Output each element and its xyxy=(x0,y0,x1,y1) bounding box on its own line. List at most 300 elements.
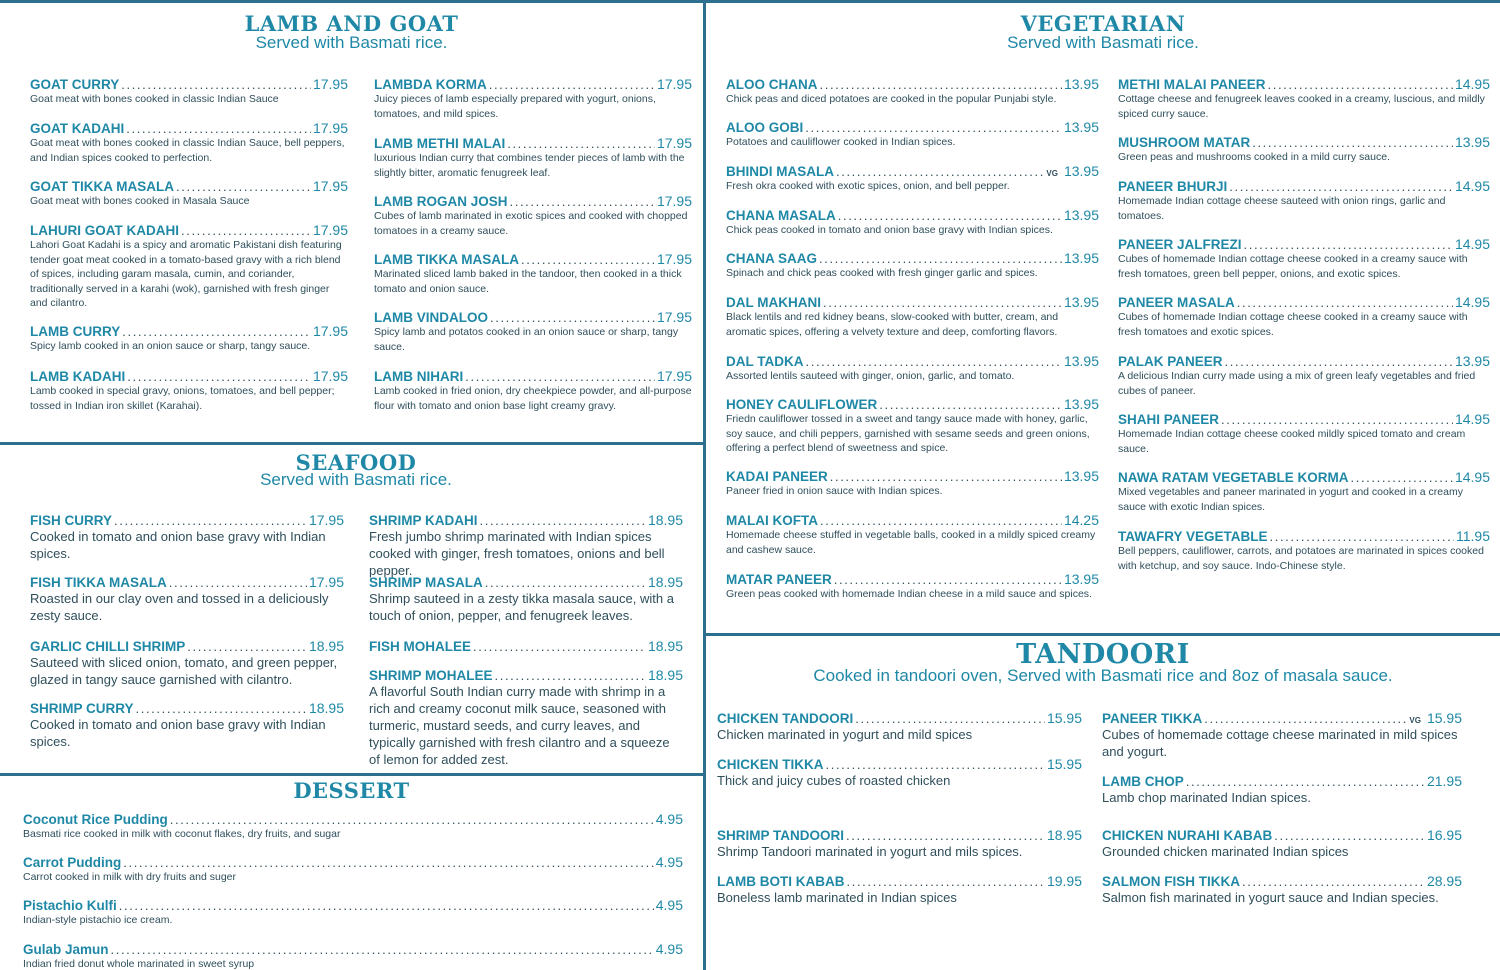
dot-leader xyxy=(170,812,654,827)
section-subtitle: Cooked in tandoori oven, Served with Basmati rice and 8oz of masala sauce. xyxy=(813,666,1393,685)
dot-leader xyxy=(122,324,311,339)
item-price: 17.95 xyxy=(656,193,692,209)
menu-item-row xyxy=(726,250,1099,266)
item-name: LAMB TIKKA MASALA xyxy=(374,252,519,267)
item-name: MATAR PANEER xyxy=(726,572,832,587)
item-description: Marinated sliced lamb baked in the tandoor, then cooked in a thick tomato and onion sauce. xyxy=(374,268,682,295)
item-price: 13.95 xyxy=(1063,353,1099,369)
item-description: Cubes of homemade Indian cottage cheese cooked in a creamy sauce with fresh tomatoes and exotic spices. xyxy=(1118,311,1468,338)
dot-leader xyxy=(127,369,311,384)
menu-item-row xyxy=(369,512,683,528)
item-price: 15.95 xyxy=(1426,710,1462,726)
menu-item-row xyxy=(1118,76,1490,92)
item-description: Green peas cooked with homemade Indian cheese in a mild sauce and spices. xyxy=(726,588,1092,600)
dot-leader xyxy=(176,179,311,194)
item-description: Fresh jumbo shrimp marinated with Indian spices cooked with ginger, fresh tomatoes, onions and bell pepper. xyxy=(369,529,665,578)
item-description: Goat meat with bones cooked in classic Indian Sauce xyxy=(30,93,279,105)
menu-item-row xyxy=(374,135,692,151)
item-name: METHI MALAI PANEER xyxy=(1118,77,1266,92)
item-name: LAMB CHOP xyxy=(1102,774,1184,789)
menu-item xyxy=(726,468,1099,499)
menu-item-row xyxy=(1102,773,1462,789)
dot-leader xyxy=(507,136,655,151)
menu-item-row xyxy=(1118,134,1490,150)
item-price: 14.95 xyxy=(1454,411,1490,427)
dot-leader xyxy=(490,310,655,325)
item-name: SHRIMP MASALA xyxy=(369,575,483,590)
item-description: Spinach and chick peas cooked with fresh ginger garlic and spices. xyxy=(726,267,1038,279)
dot-leader xyxy=(465,369,655,384)
menu-item xyxy=(23,854,683,885)
section-subtitle: Served with Basmati rice. xyxy=(260,470,452,489)
menu-item xyxy=(374,76,692,121)
item-price: 4.95 xyxy=(655,897,683,913)
dot-leader xyxy=(495,668,646,683)
item-description: Cooked in tomato and onion base gravy with Indian spices. xyxy=(30,529,326,561)
item-price: 14.95 xyxy=(1454,76,1490,92)
item-description: Goat meat with bones cooked in Masala Sauce xyxy=(30,195,250,207)
menu-item-row xyxy=(23,854,683,870)
menu-item-row xyxy=(1118,528,1490,544)
menu-item-row xyxy=(30,574,344,590)
menu-item-row xyxy=(1102,873,1462,889)
menu-item xyxy=(1118,353,1490,398)
menu-item xyxy=(374,135,692,180)
item-name: LAMB VINDALOO xyxy=(374,310,488,325)
menu-item-row xyxy=(30,120,348,136)
item-price: 18.95 xyxy=(647,574,683,590)
item-price: 4.95 xyxy=(655,941,683,957)
dot-leader xyxy=(855,711,1045,726)
item-description: Cubes of homemade cottage cheese marinated in mild spices and yogurt. xyxy=(1102,727,1458,759)
item-name: CHICKEN TIKKA xyxy=(717,757,824,772)
menu-item-row xyxy=(717,827,1082,843)
item-name: TAWAFRY VEGETABLE xyxy=(1118,529,1268,544)
item-price: 17.95 xyxy=(308,512,344,528)
menu-item xyxy=(726,163,1099,194)
dot-leader xyxy=(1252,135,1453,150)
menu-item-row xyxy=(717,710,1082,726)
menu-item-row xyxy=(726,207,1099,223)
item-description: Cottage cheese and fenugreek leaves cooked in a creamy, luscious, and mildly spiced curry sauce. xyxy=(1118,93,1485,120)
section-subtitle: Served with Basmati rice. xyxy=(255,33,448,52)
item-price: 17.95 xyxy=(312,120,348,136)
item-name: CHICKEN NURAHI KABAB xyxy=(1102,828,1273,843)
item-price: 13.95 xyxy=(1063,294,1099,310)
menu-item-row xyxy=(369,667,683,683)
item-name: Gulab Jamun xyxy=(23,942,109,957)
item-price: 18.95 xyxy=(308,638,344,654)
dot-leader xyxy=(819,251,1062,266)
menu-item xyxy=(30,178,348,209)
dot-leader xyxy=(521,252,655,267)
dot-leader xyxy=(834,572,1062,587)
item-name: LAMB KADAHI xyxy=(30,369,126,384)
menu-item-row xyxy=(1118,178,1490,194)
item-price: 15.95 xyxy=(1046,756,1082,772)
item-name: Carrot Pudding xyxy=(23,855,122,870)
dessert-section xyxy=(0,776,703,970)
menu-item xyxy=(369,667,683,768)
item-description: Sauteed with sliced onion, tomato, and green pepper, glazed in tangy sauce garnished with cilantro. xyxy=(30,655,338,687)
menu-item-row xyxy=(1102,710,1462,726)
item-description: Spicy lamb and potatos cooked in an onion sauce or sharp, tangy sauce. xyxy=(374,326,679,353)
item-price: 13.95 xyxy=(1454,353,1490,369)
item-price: 4.95 xyxy=(655,811,683,827)
item-description: Lamb cooked in special gravy, onions, tomatoes, and bell pepper; tossed in Indian iron skillet (Karahai). xyxy=(30,385,335,412)
item-name: Coconut Rice Pudding xyxy=(23,812,168,827)
item-price: 11.95 xyxy=(1456,528,1490,544)
item-name: GOAT KADAHI xyxy=(30,121,125,136)
menu-item-row xyxy=(726,353,1099,369)
lamb-goat-section xyxy=(0,0,703,442)
item-price: 16.95 xyxy=(1426,827,1462,843)
menu-item xyxy=(30,76,348,107)
item-description: Goat meat with bones cooked in classic Indian Sauce, bell peppers, and Indian spices cooked to perfection. xyxy=(30,137,345,164)
menu-item-row xyxy=(1118,294,1490,310)
dot-leader xyxy=(1237,295,1453,310)
item-description: Grounded chicken marinated Indian spices xyxy=(1102,844,1349,859)
item-price: 13.95 xyxy=(1063,207,1099,223)
dot-leader xyxy=(510,194,655,209)
item-price: 21.95 xyxy=(1426,773,1462,789)
item-price: 4.95 xyxy=(655,854,683,870)
menu-item-row xyxy=(23,941,683,957)
menu-item-row xyxy=(726,294,1099,310)
dot-leader xyxy=(1270,529,1454,544)
item-description: Chick peas cooked in tomato and onion base gravy with Indian spices. xyxy=(726,224,1053,236)
item-name: KADAI PANEER xyxy=(726,469,828,484)
item-price: 13.95 xyxy=(1063,250,1099,266)
menu-item-row xyxy=(374,76,692,92)
dot-leader xyxy=(805,120,1062,135)
menu-item xyxy=(23,941,683,970)
menu-item-row xyxy=(726,512,1099,528)
menu-item xyxy=(717,756,1082,789)
item-name: GOAT TIKKA MASALA xyxy=(30,179,174,194)
menu-item-row xyxy=(23,811,683,827)
item-name: LAHURI GOAT KADAHI xyxy=(30,223,179,238)
menu-item xyxy=(726,207,1099,238)
dot-leader xyxy=(838,208,1062,223)
item-name: GOAT CURRY xyxy=(30,77,120,92)
menu-item-row xyxy=(30,222,348,238)
dot-leader xyxy=(1244,237,1453,252)
item-description: Assorted lentils sauteed with ginger, onion, garlic, and tomato. xyxy=(726,370,1015,382)
menu-item xyxy=(1118,134,1490,165)
item-name: ALOO GOBI xyxy=(726,120,804,135)
item-price: 14.95 xyxy=(1454,294,1490,310)
menu-item xyxy=(369,574,683,624)
vegan-badge: VG xyxy=(1046,169,1058,178)
menu-item xyxy=(726,76,1099,107)
item-description: Potatoes and cauliflower cooked in Indian spices. xyxy=(726,136,956,148)
menu-item xyxy=(374,193,692,238)
vegetarian-section xyxy=(706,0,1500,633)
item-description: Juicy pieces of lamb especially prepared with yogurt, onions, tomatoes, and mild spices. xyxy=(374,93,656,120)
menu-item-row xyxy=(1118,411,1490,427)
dot-leader xyxy=(114,513,307,528)
item-description: A flavorful South Indian curry made with shrimp in a rich and creamy coconut milk sauce, seasoned with turmeric, mustard seeds, and curry leaves, and typically garnished with fresh cilantro and a squeeze of lemon for added zest. xyxy=(369,684,670,767)
item-name: LAMB BOTI KABAB xyxy=(717,874,845,889)
item-description: Carrot cooked in milk with dry fruits and suger xyxy=(23,871,236,883)
item-price: 13.95 xyxy=(1063,571,1099,587)
item-price: 15.95 xyxy=(1046,710,1082,726)
menu-item xyxy=(30,368,348,413)
item-price: 13.95 xyxy=(1063,468,1099,484)
item-price: 17.95 xyxy=(656,309,692,325)
menu-item xyxy=(30,512,344,562)
item-description: Roasted in our clay oven and tossed in a deliciously zesty sauce. xyxy=(30,591,329,623)
menu-item xyxy=(30,120,348,165)
menu-item xyxy=(1102,827,1462,860)
dot-leader xyxy=(826,757,1045,772)
item-price: 17.95 xyxy=(656,368,692,384)
item-name: GARLIC CHILLI SHRIMP xyxy=(30,639,186,654)
menu-item xyxy=(1102,710,1462,760)
menu-item-row xyxy=(374,193,692,209)
menu-item-row xyxy=(30,638,344,654)
menu-item xyxy=(1118,411,1490,456)
menu-item-row xyxy=(369,638,683,654)
item-price: 13.95 xyxy=(1063,163,1099,179)
item-description: Lamb chop marinated Indian spices. xyxy=(1102,790,1311,805)
item-price: 14.95 xyxy=(1454,236,1490,252)
menu-item xyxy=(1118,76,1490,121)
menu-item xyxy=(374,309,692,354)
item-price: 14.25 xyxy=(1063,512,1099,528)
menu-item xyxy=(717,873,1082,906)
item-name: HONEY CAULIFLOWER xyxy=(726,397,878,412)
item-name: SHRIMP CURRY xyxy=(30,701,134,716)
item-price: 17.95 xyxy=(656,135,692,151)
item-description: Friedn cauliflower tossed in a sweet and tangy sauce made with honey, garlic, soy sauce, and chili peppers, garnished with sesame seeds and green onions, offering a perfect blend of sweetness and spice. xyxy=(726,413,1090,454)
item-name: ALOO CHANA xyxy=(726,77,818,92)
item-description: Thick and juicy cubes of roasted chicken xyxy=(717,773,951,788)
item-name: LAMB CURRY xyxy=(30,324,121,339)
menu-item-row xyxy=(726,119,1099,135)
item-description: luxurious Indian curry that combines tender pieces of lamb with the slightly bitter, aromatic fenugreek leaf. xyxy=(374,152,685,179)
item-name: CHANA SAAG xyxy=(726,251,817,266)
item-description: A delicious Indian curry made using a mix of green leafy vegetables and fried cubes of paneer. xyxy=(1118,370,1476,397)
dot-leader xyxy=(123,855,654,870)
dot-leader xyxy=(1221,412,1453,427)
item-price: 19.95 xyxy=(1046,873,1082,889)
item-name: FISH TIKKA MASALA xyxy=(30,575,167,590)
menu-item xyxy=(1118,469,1490,514)
item-description: Homemade Indian cottage cheese cooked mildly spiced tomato and cream sauce. xyxy=(1118,428,1466,455)
item-price: 17.95 xyxy=(312,178,348,194)
item-description: Homemade Indian cottage cheese sauteed with onion rings, garlic and tomatoes. xyxy=(1118,195,1446,222)
item-description: Homemade cheese stuffed in vegetable balls, cooked in a mildly spiced creamy and cashew sauce. xyxy=(726,529,1096,556)
menu-item-row xyxy=(30,76,348,92)
menu-item-row xyxy=(374,368,692,384)
dot-leader xyxy=(136,701,307,716)
item-name: DAL MAKHANI xyxy=(726,295,821,310)
item-description: Indian fried donut whole marinated in sweet syrup xyxy=(23,958,255,970)
menu-item xyxy=(726,571,1099,602)
item-name: SHRIMP TANDOORI xyxy=(717,828,845,843)
item-price: 17.95 xyxy=(312,76,348,92)
dot-leader xyxy=(806,354,1062,369)
item-name: FISH CURRY xyxy=(30,513,113,528)
dot-leader xyxy=(1351,470,1453,485)
item-name: BHINDI MASALA xyxy=(726,164,834,179)
item-price: 17.95 xyxy=(312,323,348,339)
dot-leader xyxy=(1242,874,1425,889)
item-name: CHICKEN TANDOORI xyxy=(717,711,854,726)
dot-leader xyxy=(1186,774,1425,789)
dot-leader xyxy=(119,898,654,913)
item-name: Pistachio Kulfi xyxy=(23,898,117,913)
menu-item-row xyxy=(726,76,1099,92)
menu-item-row xyxy=(30,700,344,716)
item-description: Indian-style pistachio ice cream. xyxy=(23,914,173,926)
dot-leader xyxy=(169,575,307,590)
dot-leader xyxy=(847,874,1045,889)
item-price: 18.95 xyxy=(308,700,344,716)
item-price: 13.95 xyxy=(1454,134,1490,150)
menu-item xyxy=(717,710,1082,743)
item-description: Chicken marinated in yogurt and mild spices xyxy=(717,727,973,742)
menu-item-row xyxy=(1118,236,1490,252)
menu-item-row xyxy=(374,251,692,267)
item-description: Paneer fried in onion sauce with Indian spices. xyxy=(726,485,943,497)
item-price: 18.95 xyxy=(647,638,683,654)
dot-leader xyxy=(820,77,1062,92)
section-title: DESSERT xyxy=(293,778,410,803)
menu-item-row xyxy=(717,873,1082,889)
tandoori-section xyxy=(706,636,1500,970)
menu-item-row xyxy=(1102,827,1462,843)
dot-leader xyxy=(1268,77,1453,92)
section-title: SEAFOOD xyxy=(295,450,417,475)
item-description: Bell peppers, cauliflower, carrots, and potatoes are marinated in spices cooked with ketchup, and soy sauce. Indo-Chinese style. xyxy=(1118,545,1484,572)
menu-item xyxy=(1118,236,1490,281)
item-description: Shrimp sauteed in a zesty tikka masala sauce, with a touch of onion, pepper, and fenugreek leaves. xyxy=(369,591,674,623)
item-name: LAMB ROGAN JOSH xyxy=(374,194,508,209)
dot-leader xyxy=(126,121,311,136)
item-description: Shrimp Tandoori marinated in yogurt and mils spices. xyxy=(717,844,1023,859)
item-name: LAMB METHI MALAI xyxy=(374,136,506,151)
item-name: SALMON FISH TIKKA xyxy=(1102,874,1240,889)
menu-item xyxy=(374,368,692,413)
item-description: Lamb cooked in fried onion, dry cheekpiece powder, and all-purpose flour with tomato and onion base light creamy gravy. xyxy=(374,385,692,412)
item-description: Spicy lamb cooked in an onion sauce or sharp, tangy sauce. xyxy=(30,340,311,352)
item-price: 17.95 xyxy=(312,368,348,384)
menu-item xyxy=(1118,178,1490,223)
item-price: 14.95 xyxy=(1454,178,1490,194)
item-description: Mixed vegetables and paneer marinated in yogurt and cooked in a creamy sauce with exotic Indian spices. xyxy=(1118,486,1463,513)
dot-leader xyxy=(111,942,654,957)
dot-leader xyxy=(830,469,1062,484)
item-price: 17.95 xyxy=(308,574,344,590)
item-name: PANEER JALFREZI xyxy=(1118,237,1242,252)
menu-item xyxy=(30,323,348,354)
item-price: 13.95 xyxy=(1063,119,1099,135)
dot-leader xyxy=(1204,711,1407,726)
menu-item xyxy=(369,512,683,579)
menu-item xyxy=(30,700,344,750)
menu-item-row xyxy=(717,756,1082,772)
item-name: PALAK PANEER xyxy=(1118,354,1223,369)
menu-item-row xyxy=(1118,469,1490,485)
item-name: PANEER BHURJI xyxy=(1118,179,1228,194)
item-description: Chick peas and diced potatoes are cooked in the popular Punjabi style. xyxy=(726,93,1057,105)
menu-item xyxy=(726,294,1099,339)
dot-leader xyxy=(823,295,1062,310)
menu-item xyxy=(1102,873,1462,906)
item-description: Basmati rice cooked in milk with coconut flakes, dry fruits, and sugar xyxy=(23,828,341,840)
menu-item-row xyxy=(23,897,683,913)
menu-item xyxy=(726,250,1099,281)
item-price: 18.95 xyxy=(647,512,683,528)
item-name: CHANA MASALA xyxy=(726,208,836,223)
menu-item xyxy=(726,119,1099,150)
item-name: NAWA RATAM VEGETABLE KORMA xyxy=(1118,470,1349,485)
item-price: 17.95 xyxy=(656,76,692,92)
menu-item-row xyxy=(726,163,1099,179)
item-description: Lahori Goat Kadahi is a spicy and aromatic Pakistani dish featuring tender goat meat cooked in a tomato-based gravy with a rich blend of spices, including garam masala, cumin, and coriander, traditionally served in a karahi (wok), garnished with fresh ginger and cilantro. xyxy=(30,239,342,309)
menu-item-row xyxy=(369,574,683,590)
item-name: SHRIMP KADAHI xyxy=(369,513,478,528)
section-subtitle: Served with Basmati rice. xyxy=(1007,33,1199,52)
dot-leader xyxy=(480,513,646,528)
item-price: 18.95 xyxy=(1046,827,1082,843)
item-name: SHRIMP MOHALEE xyxy=(369,668,493,683)
dot-leader xyxy=(879,397,1062,412)
dot-leader xyxy=(181,223,311,238)
item-name: LAMBDA KORMA xyxy=(374,77,487,92)
menu-item xyxy=(374,251,692,296)
item-name: LAMB NIHARI xyxy=(374,369,464,384)
dot-leader xyxy=(836,164,1044,179)
item-description: Salmon fish marinated in yogurt sauce and Indian species. xyxy=(1102,890,1439,905)
dot-leader xyxy=(187,639,307,654)
dot-leader xyxy=(489,77,655,92)
menu-item-row xyxy=(726,571,1099,587)
menu-item-row xyxy=(374,309,692,325)
section-title: VEGETARIAN xyxy=(1020,11,1186,36)
item-description: Cubes of homemade Indian cottage cheese cooked in a creamy sauce with fresh tomatoes, green bell pepper, onions, and exotic spices. xyxy=(1118,253,1468,280)
menu-item xyxy=(23,897,683,928)
menu-item xyxy=(726,353,1099,384)
menu-item xyxy=(1118,294,1490,339)
item-description: Boneless lamb marinated in Indian spices xyxy=(717,890,957,905)
item-price: 13.95 xyxy=(1063,76,1099,92)
menu-item xyxy=(726,396,1099,456)
menu-item-row xyxy=(1118,353,1490,369)
dot-leader xyxy=(820,513,1062,528)
menu-item xyxy=(23,811,683,842)
menu-item xyxy=(717,827,1082,860)
menu-item xyxy=(369,638,683,654)
item-name: PANEER MASALA xyxy=(1118,295,1235,310)
menu-item xyxy=(30,638,344,688)
vegan-badge: VG xyxy=(1409,716,1421,725)
item-description: Black lentils and red kidney beans, slow-cooked with butter, cream, and aromatic spices, offering a velvety texture and deep, comforting flavors. xyxy=(726,311,1059,338)
item-price: 17.95 xyxy=(656,251,692,267)
menu-item xyxy=(1118,528,1490,573)
menu-item-row xyxy=(726,468,1099,484)
item-price: 13.95 xyxy=(1063,396,1099,412)
menu-item xyxy=(30,574,344,624)
dot-leader xyxy=(473,639,646,654)
item-name: FISH MOHALEE xyxy=(369,639,472,654)
dot-leader xyxy=(846,828,1045,843)
dot-leader xyxy=(1225,354,1453,369)
dot-leader xyxy=(121,77,311,92)
